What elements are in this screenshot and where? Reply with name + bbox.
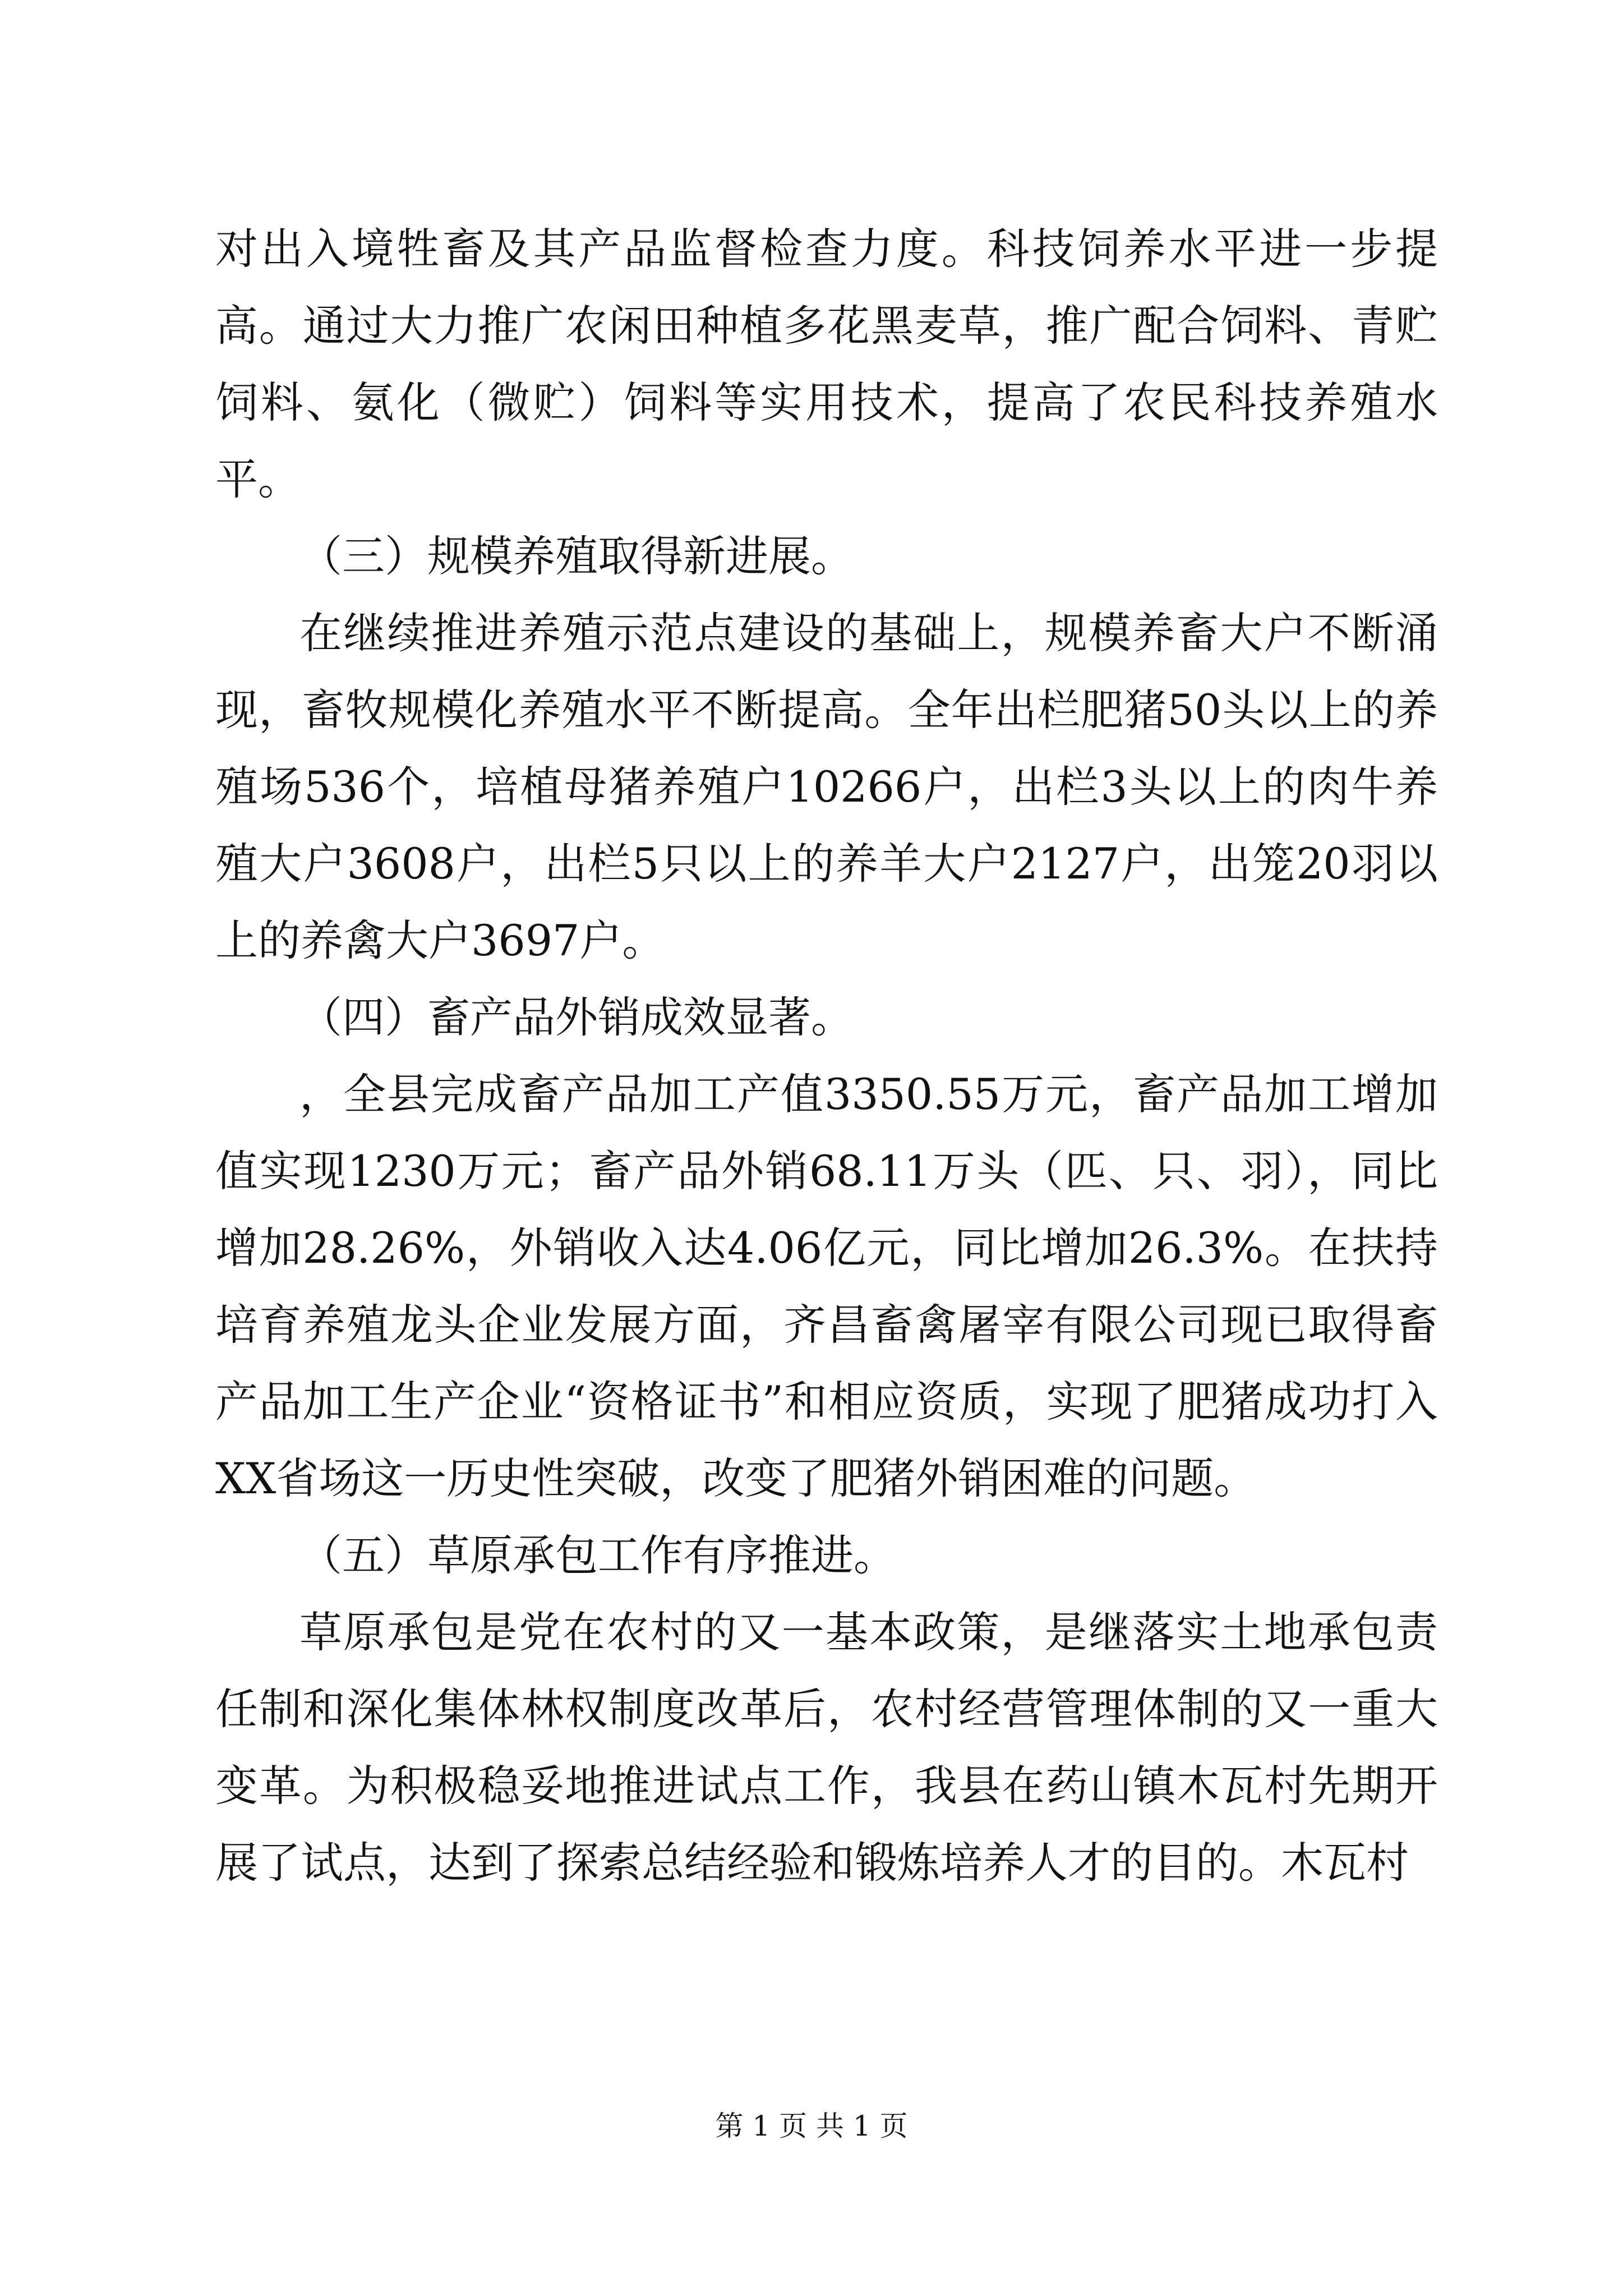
heading-section-5: （五）草原承包工作有序推进。 — [299, 1530, 896, 1580]
document-body — [215, 210, 1438, 1901]
paragraph-3: ，全县完成畜产品加工产值3350.55万元，畜产品加工增加值实现1230万元；畜产品外销68.11万头（匹、只、羽），同比增加28.26%，外销收入达4.06亿元，同比增加26.3%。在扶持培育养殖龙头企业发展方面，齐昌畜禽屠宰有限公司现已取得畜产品加工生产企业“资格证书”和相应资质，实现了肥猪成功打入XX省场这一历史性突破，改变了肥猪外销困难的问题。 — [215, 1069, 1438, 1503]
heading-section-3: （三）规模养殖取得新进展。 — [299, 531, 854, 581]
paragraph-2: 在继续推进养殖示范点建设的基础上，规模养畜大户不断涌现，畜牧规模化养殖水平不断提高。全年出栏肥猪50头以上的养殖场536个，培植母猪养殖户10266户，出栏3头以上的肉牛养殖大户3608户，出栏5只以上的养羊大户2127户，出笼20羽以上的养禽大户3697户。 — [215, 608, 1438, 965]
heading-section-4: （四）畜产品外销成效显著。 — [299, 992, 854, 1042]
paragraph-1: 对出入境牲畜及其产品监督检查力度。科技饲养水平进一步提高。通过大力推广农闲田种植多花黑麦草，推广配合饲料、青贮饲料、氨化（微贮）饲料等实用技术，提高了农民科技养殖水平。 — [215, 224, 1438, 504]
page-number-footer: 第 1 页 共 1 页 — [715, 2110, 908, 2142]
paragraph-4: 草原承包是党在农村的又一基本政策，是继落实土地承包责任制和深化集体林权制度改革后，农村经营管理体制的又一重大变革。为积极稳妥地推进试点工作，我县在药山镇木瓦村先期开展了试点，达到了探索总结经验和锻炼培养人才的目的。木瓦村 — [215, 1607, 1438, 1888]
